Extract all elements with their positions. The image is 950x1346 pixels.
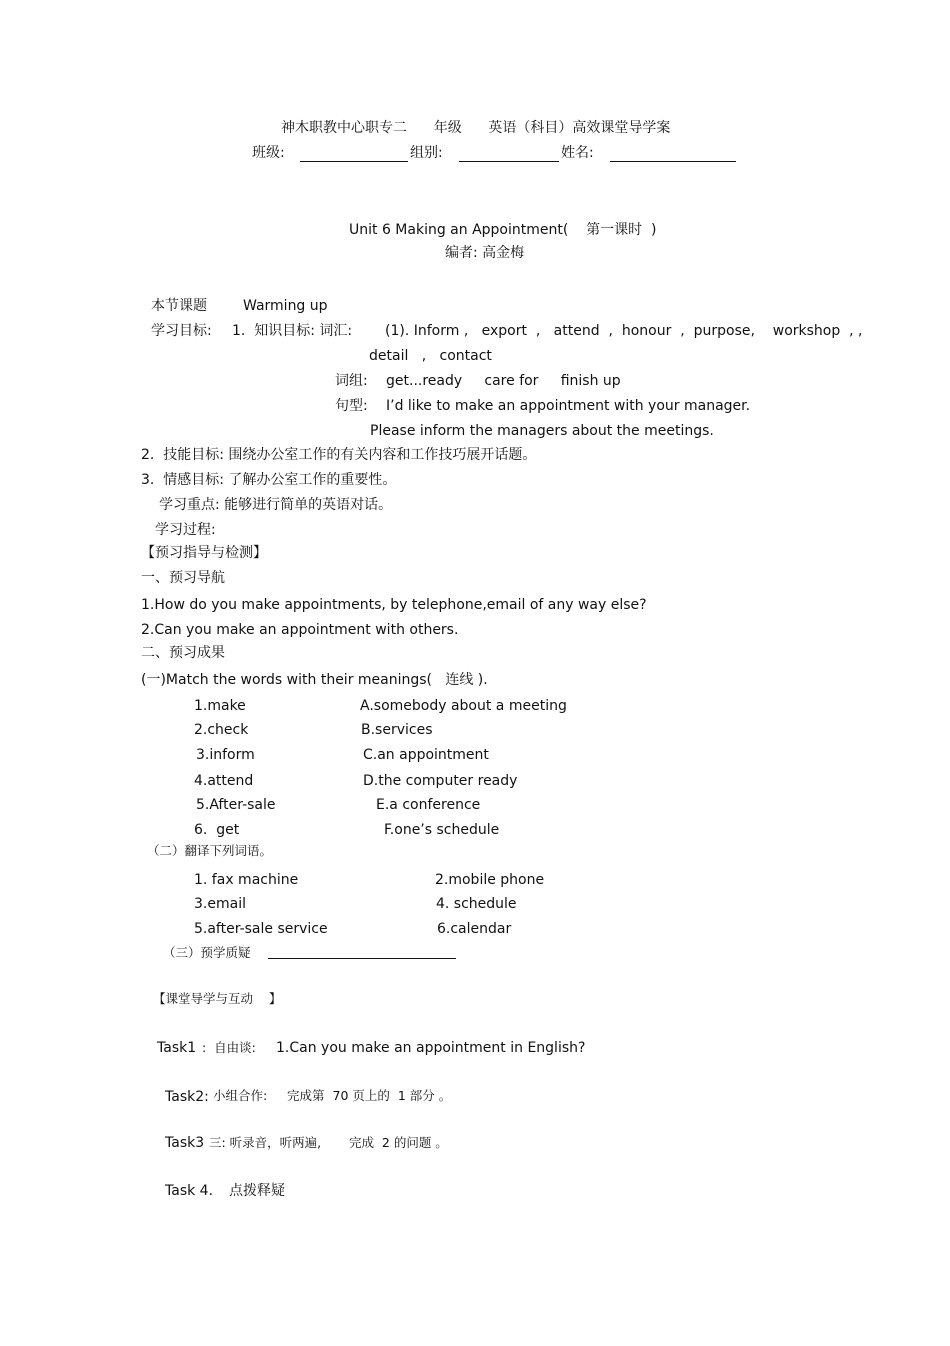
questions-label: （三）预学质疑 [163,945,251,960]
goal-3: 3. 情感目标: 了解办公室工作的重要性。 [141,472,397,488]
name-label: 姓名: [561,145,594,161]
task4-label: Task 4. [165,1183,214,1199]
process-label: 学习过程: [155,522,216,538]
preview-heading: 【预习指导与检测】 [141,545,267,561]
class-blank [300,161,408,162]
translate-item: 6.calendar [437,921,512,937]
preview-question-2: 2.Can you make an appointment with others. [141,622,459,638]
match-word: 4.attend [194,773,254,789]
name-blank [610,161,736,162]
match-meaning: B.services [361,722,433,738]
match-meaning: F.one’s schedule [384,822,500,838]
task2-text: 小组合作: 完成第 70 页上的 1 部分 。 [209,1088,452,1103]
translate-item: 4. schedule [436,896,517,912]
questions-blank [268,958,456,959]
unit-title: Unit 6 Making an Appointment( 第一课时 ) [349,222,657,238]
translate-item: 1. fax machine [194,872,299,888]
match-word: 1.make [194,698,246,714]
translate-item: 2.mobile phone [435,872,545,888]
task3-label: Task3 [165,1135,205,1151]
preview-question-1: 1.How do you make appointments, by telephone,email of any way else? [141,597,647,613]
match-word: 5.After-sale [196,797,276,813]
match-meaning: C.an appointment [363,747,489,763]
task1-cn: : 自由谈: [198,1040,256,1055]
vocab-line-2: detail , contact [369,348,492,364]
task3-text: 三: 听录音，听两遍, 完成 2 的问题 。 [205,1135,448,1150]
translate-heading: （二）翻译下列词语。 [147,843,273,858]
preview-result-heading: 二、预习成果 [141,645,225,661]
match-meaning: E.a conference [376,797,481,813]
goal-2: 2. 技能目标: 围绕办公室工作的有关内容和工作技巧展开话题。 [141,447,537,463]
match-meaning: A.somebody about a meeting [360,698,567,714]
goals-label: 学习目标: [151,323,212,339]
match-word: 6. get [194,822,240,838]
task4-text: 点拨释疑 [229,1183,285,1199]
translate-item: 5.after-sale service [194,921,328,937]
task1-label: Task1 [157,1040,197,1056]
vocab-line-1: (1). Inform , export , attend , honour , purpose, workshop , , [385,323,863,339]
class-label: 班级: [252,145,285,161]
match-word: 3.inform [196,747,255,763]
classroom-heading: 【课堂导学与互动 】 [153,991,282,1006]
sentences-label: 句型: [335,398,368,414]
group-blank [459,161,559,162]
match-meaning: D.the computer ready [363,773,518,789]
sentence-1: I’d like to make an appointment with your manager. [386,398,751,414]
key-point: 学习重点: 能够进行简单的英语对话。 [159,497,393,513]
topic: Warming up [243,298,328,314]
header-title: 神木职教中心职专二 年级 英语（科目）高效课堂导学案 [281,120,671,136]
topic-label: 本节课题 [151,298,207,314]
translate-item: 3.email [194,896,246,912]
sentence-2: Please inform the managers about the meetings. [370,423,714,439]
task2-label: Task2: [165,1089,209,1105]
group-label: 组别: [410,145,443,161]
editor: 编者: 高金梅 [445,245,525,261]
task1-question: 1.Can you make an appointment in English? [276,1040,586,1056]
phrases-label: 词组: [335,373,368,389]
match-instruction: (一)Match the words with their meanings( 连线 ). [141,672,488,688]
preview-nav-heading: 一、预习导航 [141,570,225,586]
phrases: get...ready care for finish up [386,373,621,389]
match-word: 2.check [194,722,249,738]
goal1-label: 1. 知识目标: 词汇: [232,323,353,339]
